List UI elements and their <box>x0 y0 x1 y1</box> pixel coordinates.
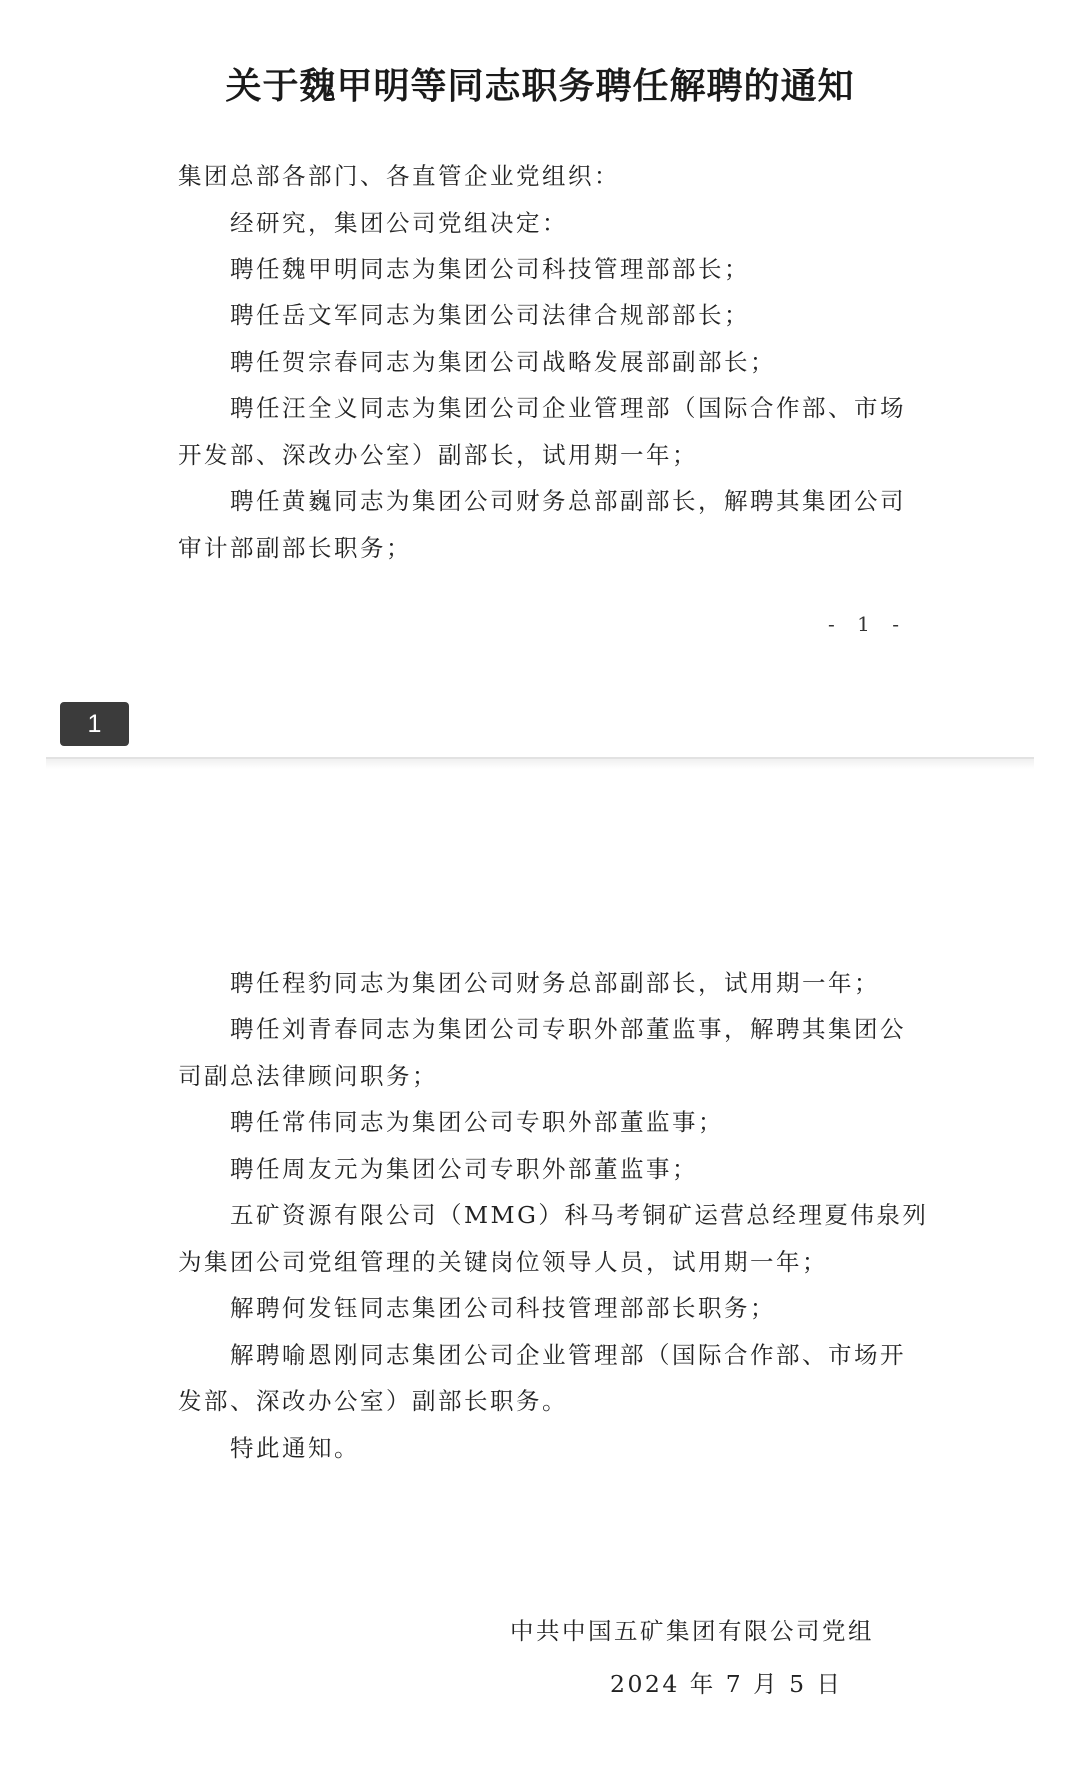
text-line: 特此通知。 <box>230 1434 360 1462</box>
text-line: 解聘何发钰同志集团公司科技管理部部长职务； <box>230 1294 776 1322</box>
text-line: 聘任汪全义同志为集团公司企业管理部（国际合作部、市场 <box>230 394 906 422</box>
page-badge: 1 <box>60 702 129 746</box>
text-line: 聘任刘青春同志为集团公司专职外部董监事，解聘其集团公 <box>230 1015 906 1043</box>
page-divider <box>46 757 1034 769</box>
page-number: - 1 - <box>828 612 907 636</box>
text-line: 聘任贺宗春同志为集团公司战略发展部副部长； <box>230 348 776 376</box>
text-line: 聘任常伟同志为集团公司专职外部董监事； <box>230 1108 724 1136</box>
document-page-2 <box>0 770 1080 1765</box>
document-page-1 <box>0 0 1080 760</box>
text-line: 审计部副部长职务； <box>178 534 412 562</box>
text-line: 聘任周友元为集团公司专职外部董监事； <box>230 1155 698 1183</box>
text-line: 为集团公司党组管理的关键岗位领导人员，试用期一年； <box>178 1248 828 1276</box>
text-line: 发部、深改办公室）副部长职务。 <box>178 1387 568 1415</box>
text-line: 开发部、深改办公室）副部长，试用期一年； <box>178 441 698 469</box>
signature-date: 2024 年 7 月 5 日 <box>610 1670 843 1698</box>
text-line: 聘任黄巍同志为集团公司财务总部副部长，解聘其集团公司 <box>230 487 906 515</box>
text-line: 司副总法律顾问职务； <box>178 1062 438 1090</box>
text-line: 经研究，集团公司党组决定： <box>230 209 568 237</box>
text-line: 五矿资源有限公司（MMG）科马考铜矿运营总经理夏伟泉列 <box>230 1201 929 1229</box>
text-line: 聘任岳文军同志为集团公司法律合规部部长； <box>230 301 750 329</box>
text-line: 聘任魏甲明同志为集团公司科技管理部部长； <box>230 255 750 283</box>
text-line: 集团总部各部门、各直管企业党组织： <box>178 162 620 190</box>
signature-organization: 中共中国五矿集团有限公司党组 <box>510 1617 874 1645</box>
text-line: 聘任程豹同志为集团公司财务总部副部长，试用期一年； <box>230 969 880 997</box>
text-line: 解聘喻恩刚同志集团公司企业管理部（国际合作部、市场开 <box>230 1341 906 1369</box>
document-title: 关于魏甲明等同志职务聘任解聘的通知 <box>225 66 855 107</box>
